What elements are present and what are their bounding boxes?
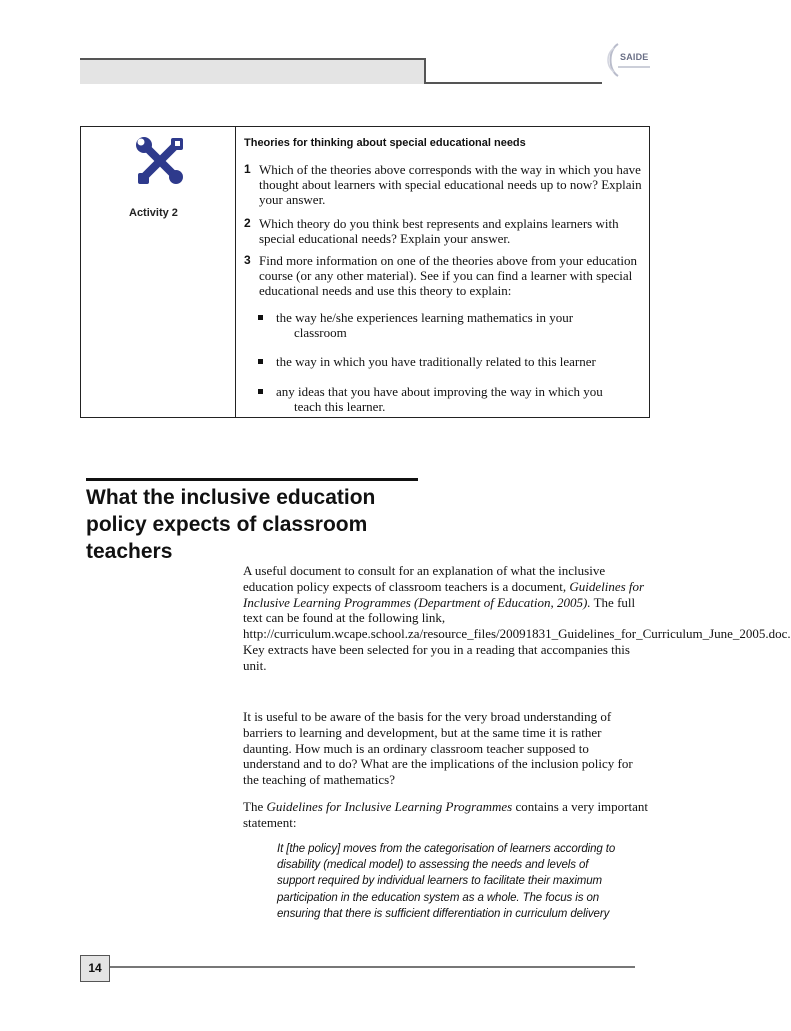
bullet-item: the way in which you have traditionally related to this learner (258, 354, 644, 369)
logo-text: SAIDE (620, 52, 649, 62)
question-text: Find more information on one of the theories above from your education course (or any other material). See if you can find a learner with special educational needs and use this theory to explain: (259, 253, 637, 298)
question-3 (244, 253, 646, 298)
question-1 (244, 162, 646, 207)
paragraph-3: The Guidelines for Inclusive Learning Programmes contains a very important statement: (243, 799, 648, 830)
page-number: 14 (80, 955, 110, 982)
question-number: 2 (244, 216, 251, 230)
document-title: Guidelines for Inclusive Learning Programmes (Department of Education, 2005). (243, 578, 645, 610)
bullet-icon (258, 315, 263, 320)
header-bar (80, 58, 426, 84)
activity-sidebar (81, 127, 236, 417)
header-rule (426, 82, 602, 84)
paragraph-2: It is useful to be aware of the basis for the very broad understanding of barriers to learning and development, but at the same time it is rather daunting. How much is an ordinary classroom teacher supposed to understand and to do? What are the implications of the inclusion policy for the teaching of mathematics? (243, 709, 633, 788)
heading-rule (86, 478, 418, 481)
activity-label: Activity 2 (129, 207, 178, 219)
section-heading: What the inclusive education policy expects of classroom teachers (86, 486, 376, 563)
paragraph-1: A useful document to consult for an explanation of what the inclusive education policy expects of classroom teachers is a document, Guidelines for Inclusive Learning Programmes (Department of Education, 2005). The full text can be found at the following link, http://curriculum.wcape.school.za/resource_files/20091831_Guidelines_for_Curriculum_June_2005.doc. Key extracts have been selected for you in a reading that accompanies this unit. (243, 563, 791, 673)
question-number: 1 (244, 162, 251, 176)
question-number: 3 (244, 253, 251, 267)
question-text: Which of the theories above corresponds with the way in which you have thought about learners with special educational needs up to now? Explain your answer. (259, 162, 642, 207)
footer-rule (110, 966, 635, 968)
tools-icon (135, 136, 185, 186)
bullet-icon (258, 359, 263, 364)
question-2 (244, 216, 646, 246)
bullet-item: any ideas that you have about improving the way in which you teach this learner. (258, 384, 644, 414)
bullet-item: the way he/she experiences learning mathematics in your classroom (258, 310, 644, 340)
question-text: Which theory do you think best represents and explains learners with special educational needs? Explain your answer. (259, 216, 619, 246)
bullet-icon (258, 389, 263, 394)
activity-title: Theories for thinking about special educational needs (244, 137, 526, 149)
document-title: Guidelines for Inclusive Learning Programmes (266, 799, 513, 814)
activity-box (80, 126, 650, 418)
block-quote: It [the policy] moves from the categorisation of learners according to disability (medical model) to assessing the needs and levels of support required by individual learners to facilitate their maximum participation in the education system as a whole. The focus is on ensuring that there is sufficient differentiation in curriculum delivery (277, 843, 616, 920)
